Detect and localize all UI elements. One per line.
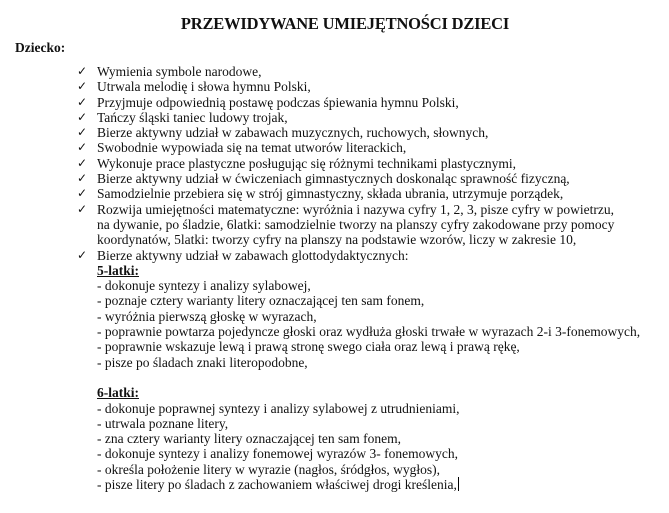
skills-checklist [0,64,669,263]
age-group-item-text: - określa położenie litery w wyrazie (nagłos, śródgłos, wygłos), [97,461,441,477]
age-group-item [0,462,669,477]
checklist-item-text: Bierze aktywny udział w zabawach muzycznych, ruchowych, słownych, [97,125,489,141]
age-group-item [0,401,669,416]
check-mark-icon: ✓ [77,94,88,109]
checklist-item [0,140,669,155]
age-group-item-text: - poznaje cztery warianty litery oznaczającej ten sam fonem, [97,293,425,309]
checklist-item-text: Wykonuje prace plastyczne posługując się różnymi technikami plastycznymi, [97,155,517,171]
age-group-item [0,477,669,492]
checklist-item [0,79,669,94]
age-group-item-text: - dokonuje syntezy i analizy sylabowej, [97,278,311,294]
check-mark-icon: ✓ [77,64,88,78]
checklist-item-text: Tańczy śląski taniec ludowy trojak, [97,109,288,125]
checklist-item [0,156,669,171]
checklist-item [0,125,669,140]
age-group-item [0,324,669,339]
check-mark-icon: ✓ [77,201,88,216]
age-groups [0,263,669,492]
age-group-item [0,339,669,354]
checklist-item [0,95,669,110]
age-group-item [0,446,669,461]
checklist-item-text: Przyjmuje odpowiednią postawę podczas śpiewania hymnu Polski, [97,94,459,110]
age-group-item-text: - dokonuje poprawnej syntezy i analizy sylabowej z utrudnieniami, [97,400,460,416]
age-group-item-text: - wyróżnia pierwszą głoskę w wyrazach, [97,308,317,324]
checklist-item-text: Bierze aktywny udział w ćwiczeniach gimnastycznych doskonaląc sprawność fizyczną, [97,171,570,187]
checklist-item [0,171,669,186]
age-group-item [0,278,669,293]
check-mark-icon: ✓ [77,247,88,262]
age-group-item [0,309,669,324]
age-group-item-text: - utrwala poznane litery, [97,415,229,431]
document-title: PRZEWIDYWANE UMIEJĘTNOŚCI DZIECI [180,14,510,33]
checklist-item-text: Utrwala melodię i słowa hymnu Polski, [97,79,311,95]
age-group-item-text: - zna cztery warianty litery oznaczającej ten sam fonem, [97,431,401,447]
checklist-item-text: Samodzielnie przebiera się w strój gimnastyczny, składa ubrania, utrzymuje porządek, [97,186,564,202]
age-group-item [0,293,669,308]
document-body [0,64,669,492]
age-group-item-text: - poprawnie wskazuje lewą i prawą stronę swego ciała oraz lewą i prawą rękę, [97,339,520,355]
age-group-item [0,355,669,370]
checklist-item-continuation [0,217,669,232]
check-mark-icon: ✓ [77,155,88,170]
text-cursor [458,477,459,491]
checklist-item-text: Rozwija umiejętności matematyczne: wyróżnia i nazywa cyfry 1, 2, 3, pisze cyfry w powietrzu, [97,201,614,217]
checklist-item [0,248,669,263]
check-mark-icon: ✓ [77,186,88,201]
check-mark-icon: ✓ [77,171,88,186]
checklist-item [0,186,669,201]
age-group-item-text: - poprawnie powtarza pojedyncze głoski oraz wydłuża głoski trwałe w wyrazach 2-i 3-fonemowych, [97,324,641,340]
checklist-item [0,202,669,217]
age-group-item [0,431,669,446]
checklist-item-text: Wymienia symbole narodowe, [97,64,262,79]
checklist-item-text: koordynatów, 5latki: tworzy cyfry na planszy na podstawie wzorów, liczy w zakresie 10, [97,232,577,248]
checklist-item [0,110,669,125]
child-label: Dziecko: [15,40,66,55]
check-mark-icon: ✓ [77,140,88,155]
checklist-item-text: na dywanie, po śladzie, 6latki: samodzielnie tworzy na planszy cyfry zakodowane przy pomocy [97,216,615,232]
age-group-item-text: - dokonuje syntezy i analizy fonemowej wyrazów 3- fonemowych, [97,446,459,462]
checklist-item-continuation [0,232,669,247]
age-group-heading: 5-latki: [97,262,139,278]
check-mark-icon: ✓ [77,109,88,124]
checklist-item-text: Bierze aktywny udział w zabawach glottodydaktycznych: [97,247,409,263]
age-group-item-text: - pisze po śladach znaki literopodobne, [97,354,308,370]
checklist-item [0,64,669,79]
checklist-item-text: Swobodnie wypowiada się na temat utworów literackich, [97,140,407,156]
age-group-item-text: - pisze litery po śladach z zachowaniem właściwej drogi kreślenia, [97,477,457,493]
age-group-heading: 6-latki: [97,385,139,401]
check-mark-icon: ✓ [77,79,88,94]
age-group-item [0,416,669,431]
blank-line [0,370,669,385]
check-mark-icon: ✓ [77,125,88,140]
